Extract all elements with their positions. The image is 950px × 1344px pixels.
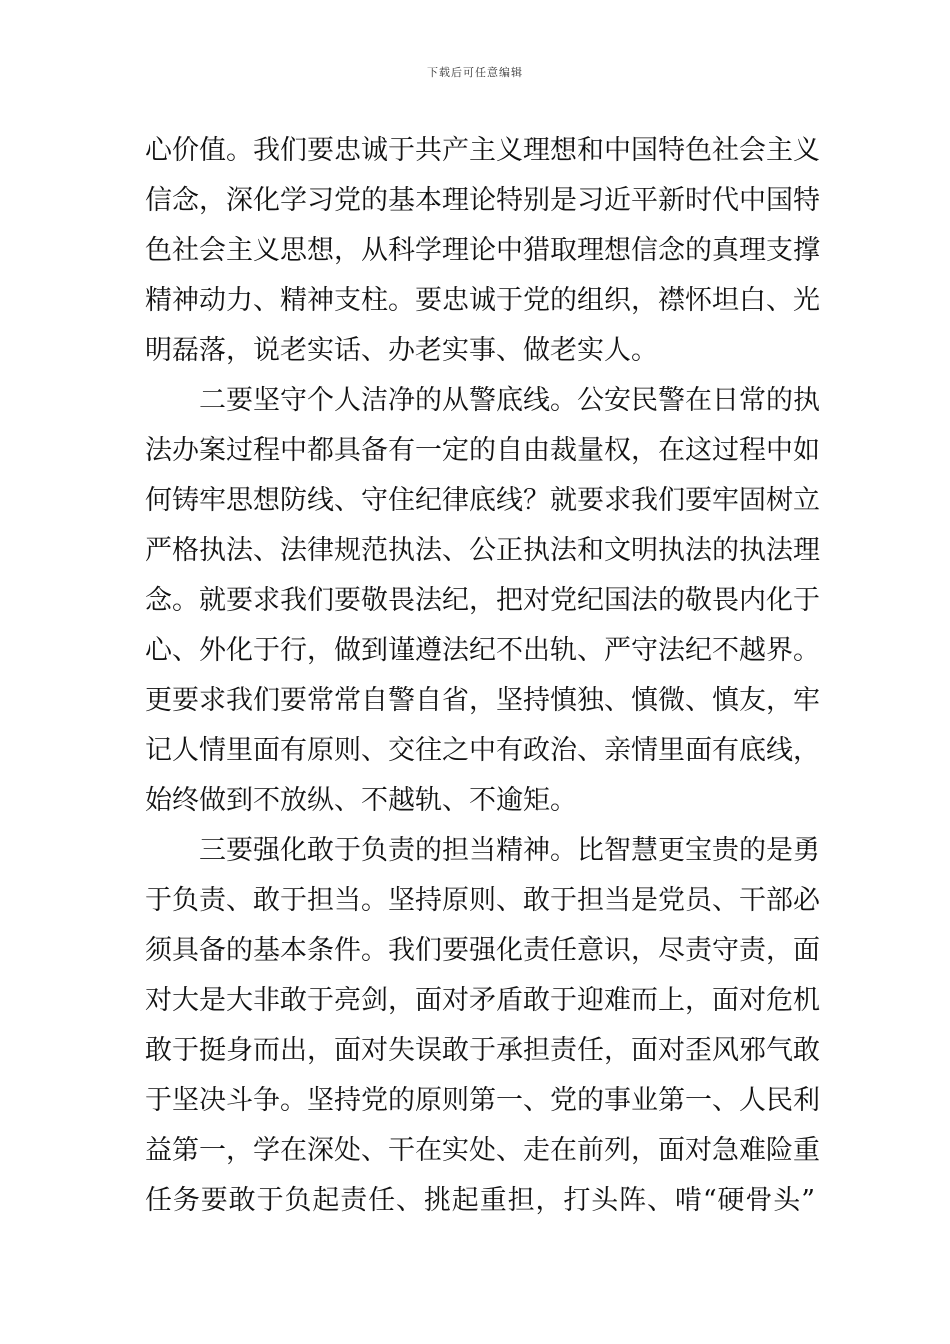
paragraph-first-line: 三要强化敢于负责的担当精神。比智慧更宝贵的是勇: [199, 835, 820, 866]
text-line: 记人情里面有原则、交往之中有政治、亲情里面有底线，: [145, 735, 820, 766]
paragraph-first-line: 二要坚守个人洁净的从警底线。公安民警在日常的执: [199, 385, 820, 416]
text-line: 于坚决斗争。坚持党的原则第一、党的事业第一、人民利: [145, 1085, 820, 1116]
text-line: 色社会主义思想，从科学理论中猎取理想信念的真理支撑: [145, 235, 820, 266]
text-line: 法办案过程中都具备有一定的自由裁量权，在这过程中如: [145, 435, 820, 466]
text-line: 信念，深化学习党的基本理论特别是习近平新时代中国特: [145, 185, 820, 216]
text-line: 更要求我们要常常自警自省，坚持慎独、慎微、慎友，牢: [145, 685, 820, 716]
text-line: 始终做到不放纵、不越轨、不逾矩。: [145, 785, 577, 816]
text-line: 敢于挺身而出，面对失误敢于承担责任，面对歪风邪气敢: [145, 1035, 820, 1066]
page-header: 下载后可任意编辑: [427, 66, 523, 79]
text-line: 益第一，学在深处、干在实处、走在前列，面对急难险重: [145, 1135, 820, 1166]
text-line: 何铸牢思想防线、守住纪律底线？就要求我们要牢固树立: [145, 485, 820, 516]
text-line: 任务要敢于负起责任、挑起重担，打头阵、啃“硬骨头”: [145, 1185, 815, 1216]
text-line: 念。就要求我们要敬畏法纪，把对党纪国法的敬畏内化于: [145, 585, 820, 616]
text-line: 心、外化于行，做到谨遵法纪不出轨、严守法纪不越界。: [145, 635, 820, 666]
text-line: 精神动力、精神支柱。要忠诚于党的组织，襟怀坦白、光: [145, 285, 820, 316]
text-line: 明磊落，说老实话、办老实事、做老实人。: [145, 335, 658, 366]
text-line: 对大是大非敢于亮剑，面对矛盾敢于迎难而上，面对危机: [145, 985, 820, 1016]
text-line: 心价值。我们要忠诚于共产主义理想和中国特色社会主义: [145, 135, 820, 166]
text-line: 须具备的基本条件。我们要强化责任意识，尽责守责，面: [145, 935, 820, 966]
text-line: 于负责、敢于担当。坚持原则、敢于担当是党员、干部必: [145, 885, 820, 916]
text-line: 严格执法、法律规范执法、公正执法和文明执法的执法理: [145, 535, 820, 566]
